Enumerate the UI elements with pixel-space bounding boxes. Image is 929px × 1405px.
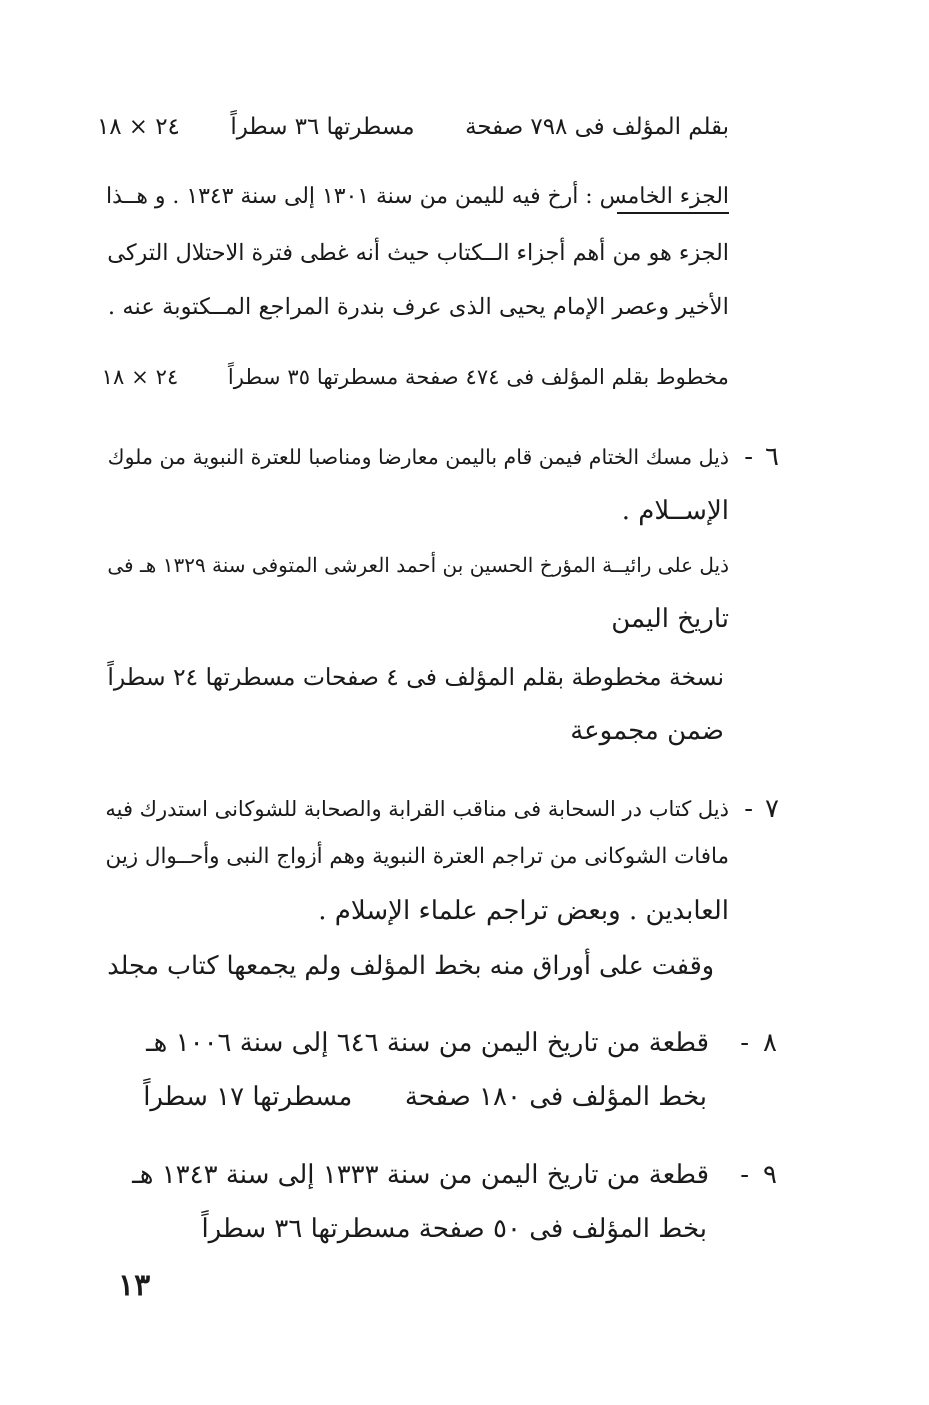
top-pages: بقلم المؤلف فى ٧٩٨ صفحة xyxy=(465,114,729,140)
top-lines: مسطرتها ٣٦ سطراً xyxy=(230,114,415,140)
item9-line-2: بخط المؤلف فى ٥٠ صفحة مسطرتها ٣٦ سطراً xyxy=(201,1214,707,1244)
part5-label: الجزء الخامس xyxy=(599,184,729,209)
item8-line-1: قطعة من تاريخ اليمن من سنة ٦٤٦ إلى سنة ١٠٠٦ هـ xyxy=(146,1028,709,1058)
item7-line-4: وقفت على أوراق منه بخط المؤلف ولم يجمعها كتاب مجلد xyxy=(107,950,714,980)
part5-line-1 xyxy=(106,180,729,214)
item9-dash: - xyxy=(740,1160,749,1190)
item7-number: ٧ xyxy=(765,794,779,824)
item8-number: ٨ xyxy=(763,1028,777,1058)
item6-line-3: ذيل على رائيــة المؤرخ الحسين بن أحمد العرشى المتوفى سنة ١٣٢٩ هـ فى xyxy=(107,553,729,577)
part5-manuscript xyxy=(102,360,729,394)
part5-line-2: الجزء هو من أهم أجزاء الــكتاب حيث أنه غطى فترة الاحتلال التركى xyxy=(107,240,729,266)
item6-line-4: تاريخ اليمن xyxy=(611,604,729,634)
top-size: ٢٤ × ١٨ xyxy=(96,114,180,140)
item7-line-3: العابدين . وبعض تراجم علماء الإسلام . xyxy=(318,896,729,926)
item9-number: ٩ xyxy=(763,1160,777,1190)
item8-dash: - xyxy=(740,1028,749,1058)
item6-dash: - xyxy=(744,442,753,472)
item7-dash: - xyxy=(744,794,753,824)
item6-line-2: الإســلام . xyxy=(621,496,729,526)
part5-line-1-rest: : أرخ فيه لليمن من سنة ١٣٠١ إلى سنة ١٣٤٣ . و هــذا xyxy=(106,184,593,209)
item7-line-1: ذيل كتاب در السحابة فى مناقب القرابة والصحابة للشوكانى استدرك فيه xyxy=(105,797,729,821)
item6-number: ٦ xyxy=(765,442,779,472)
part5-line-3: الأخير وعصر الإمام يحيى الذى عرف بندرة المراجع المــكتوبة عنه . xyxy=(107,294,729,320)
page-number: ١٣ xyxy=(118,1268,151,1303)
item8-pages: بخط المؤلف فى ١٨٠ صفحة xyxy=(404,1082,707,1112)
part5-ms-size: ٢٤ × ١٨ xyxy=(101,364,179,389)
item6-line-5: نسخة مخطوطة بقلم المؤلف فى ٤ صفحات مسطرتها ٢٤ سطراً xyxy=(107,663,724,691)
item8-lines: مسطرتها ١٧ سطراً xyxy=(143,1082,353,1112)
item9-line-1: قطعة من تاريخ اليمن من سنة ١٣٣٣ إلى سنة ١٣٤٣ هـ xyxy=(132,1160,709,1190)
item7-line-2: مافات الشوكانى من تراجم العترة النبوية وهم أزواج النبى وأحــوال زين xyxy=(105,844,729,869)
part5-label-underline xyxy=(617,212,729,214)
item8-line-2 xyxy=(143,1080,707,1114)
item6-line-1: ذيل مسك الختام فيمن قام باليمن معارضا ومناصبا للعترة النبوية من ملوك xyxy=(107,445,729,469)
top-line-1 xyxy=(97,110,729,144)
item6-line-6: ضمن مجموعة xyxy=(570,716,724,746)
part5-ms-desc: مخطوط بقلم المؤلف فى ٤٧٤ صفحة مسطرتها ٣٥ سطراً xyxy=(227,364,729,389)
